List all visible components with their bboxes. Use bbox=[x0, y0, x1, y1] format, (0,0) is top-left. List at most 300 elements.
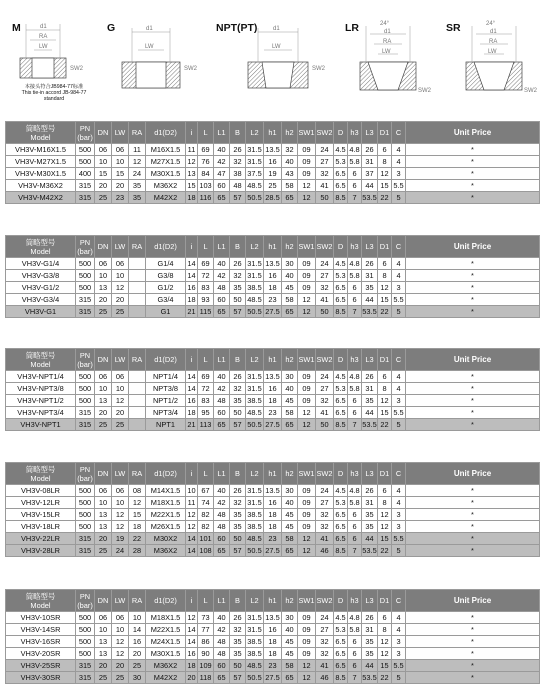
table-cell: 18 bbox=[264, 282, 282, 294]
model-cell: VH3V-14SR bbox=[6, 624, 76, 636]
table-cell: 35 bbox=[230, 509, 246, 521]
table-cell: 26 bbox=[230, 371, 246, 383]
table-cell: * bbox=[406, 672, 540, 684]
table-cell: 20 bbox=[112, 660, 129, 672]
table-cell: 40 bbox=[282, 270, 298, 282]
table-cell: 40 bbox=[282, 497, 298, 509]
table-cell: 31 bbox=[362, 156, 378, 168]
table-cell: M30X1.5 bbox=[146, 648, 186, 660]
table-row bbox=[6, 672, 540, 684]
table-cell: 6.5 bbox=[335, 661, 346, 670]
table-cell: 27 bbox=[316, 270, 334, 282]
column-header: h2 bbox=[282, 463, 298, 485]
table-cell: 50 bbox=[230, 294, 246, 306]
table-cell: 5.3 bbox=[335, 271, 346, 280]
table-cell: 38.5 bbox=[247, 522, 262, 531]
model-cell: VH3V-10SR bbox=[6, 612, 76, 624]
table-cell: * bbox=[406, 648, 540, 660]
column-header: SW1 bbox=[298, 349, 316, 371]
column-header: RA bbox=[129, 122, 146, 144]
table-cell: 69 bbox=[198, 144, 214, 156]
table-cell: 315 bbox=[76, 672, 95, 684]
table-cell: 500 bbox=[76, 636, 95, 648]
table-cell: 57 bbox=[230, 419, 246, 431]
column-header: h1 bbox=[264, 349, 282, 371]
table-cell: 500 bbox=[76, 509, 95, 521]
model-cell: VH3V-22LR bbox=[6, 533, 76, 545]
table-cell: 42 bbox=[214, 624, 230, 636]
table-cell: 10 bbox=[112, 497, 129, 509]
diagram-label-g: G bbox=[107, 22, 116, 34]
table-cell: 22 bbox=[378, 306, 392, 318]
column-header: i bbox=[186, 236, 198, 258]
table-cell: 4.8 bbox=[349, 613, 360, 622]
table-cell: 315 bbox=[76, 294, 95, 306]
standard-note-en-1: This tie-in accord JB-984-77 bbox=[21, 90, 87, 97]
table-cell: 65 bbox=[282, 672, 298, 684]
table-cell: 38.5 bbox=[247, 637, 262, 646]
table-cell: 15 bbox=[95, 168, 112, 180]
table-cell: 500 bbox=[76, 282, 95, 294]
table-cell: 31.5 bbox=[247, 625, 262, 634]
table-cell: * bbox=[406, 624, 540, 636]
table-cell: 09 bbox=[298, 497, 316, 509]
table-cell: 28 bbox=[129, 545, 146, 557]
column-header: L bbox=[198, 349, 214, 371]
model-cell: VH3V-25SR bbox=[6, 660, 76, 672]
table-cell: 23 bbox=[264, 660, 282, 672]
table-cell: 09 bbox=[298, 258, 316, 270]
column-header: L2 bbox=[246, 236, 264, 258]
table-cell: 32 bbox=[230, 624, 246, 636]
table-cell: 4.5 bbox=[335, 145, 346, 154]
table-cell: 4 bbox=[392, 497, 406, 509]
table-cell: 90 bbox=[198, 648, 214, 660]
drawing-sr bbox=[466, 21, 538, 94]
column-header: SW2 bbox=[316, 122, 334, 144]
table-cell: 11 bbox=[186, 144, 198, 156]
table-cell: 11 bbox=[129, 144, 146, 156]
dim-lr-d1: d1 bbox=[384, 29, 391, 35]
table-cell: 09 bbox=[298, 509, 316, 521]
table-cell: 400 bbox=[76, 168, 95, 180]
table-cell bbox=[129, 383, 146, 395]
table-cell: 10 bbox=[95, 383, 112, 395]
table-cell: 14 bbox=[187, 637, 196, 646]
table-cell: 65 bbox=[282, 192, 298, 204]
table-cell: 6.5 bbox=[335, 181, 346, 190]
column-header: L1 bbox=[214, 236, 230, 258]
table-cell: 32 bbox=[282, 144, 298, 156]
table-cell: M26X1.5 bbox=[146, 521, 186, 533]
column-header: LW bbox=[112, 236, 129, 258]
table-cell: 20 bbox=[95, 294, 112, 306]
table-cell: G1/2 bbox=[146, 282, 186, 294]
table-row bbox=[6, 545, 540, 557]
dim-m-ra: RA bbox=[39, 34, 48, 40]
table-cell: 8 bbox=[378, 624, 392, 636]
column-header: LW bbox=[112, 590, 129, 612]
table-cell: 5.8 bbox=[349, 157, 360, 166]
column-header: h3 bbox=[348, 349, 362, 371]
table-cell: 315 bbox=[76, 533, 95, 545]
table-cell: 58 bbox=[282, 660, 298, 672]
diagram-label-lr: LR bbox=[345, 22, 359, 34]
table-cell: 06 bbox=[112, 258, 129, 270]
table-cell: 45 bbox=[282, 521, 298, 533]
table-cell: 24 bbox=[112, 545, 129, 557]
table-cell: 8 bbox=[378, 497, 392, 509]
dim-g-sw2: SW2 bbox=[184, 66, 198, 72]
table-cell: 35 bbox=[230, 395, 246, 407]
column-header: B bbox=[230, 590, 246, 612]
column-header: D1 bbox=[378, 590, 392, 612]
table-cell: 95 bbox=[198, 407, 214, 419]
table-cell: 13.5 bbox=[265, 145, 280, 154]
column-header: 筒略型号 Model bbox=[6, 236, 76, 258]
table-cell: 15 bbox=[378, 180, 392, 192]
table-cell: 65 bbox=[214, 672, 230, 684]
table-cell: 8 bbox=[378, 270, 392, 282]
table-row bbox=[6, 168, 540, 180]
table-cell: 74 bbox=[198, 497, 214, 509]
table-cell: 06 bbox=[95, 485, 112, 497]
column-header: d1(D2) bbox=[146, 590, 186, 612]
table-cell: 7 bbox=[348, 192, 362, 204]
column-header: L2 bbox=[246, 590, 264, 612]
table-cell: 46 bbox=[316, 545, 334, 557]
table-cell: 18 bbox=[129, 521, 146, 533]
table-cell: M30X2 bbox=[146, 533, 186, 545]
table-cell: 44 bbox=[362, 180, 378, 192]
table-cell: 50 bbox=[230, 407, 246, 419]
dim-sr-d1: d1 bbox=[490, 29, 497, 35]
dim-sr-sw2: SW2 bbox=[524, 88, 538, 94]
table-header-row bbox=[6, 590, 540, 612]
table-cell: 58 bbox=[282, 533, 298, 545]
table-cell: 10 bbox=[95, 270, 112, 282]
dim-g-d1: d1 bbox=[146, 26, 153, 32]
table-cell: 35 bbox=[129, 192, 146, 204]
column-header: d1(D2) bbox=[146, 236, 186, 258]
table-cell: 8 bbox=[378, 156, 392, 168]
table-cell: * bbox=[406, 258, 540, 270]
table-cell: 48 bbox=[214, 636, 230, 648]
table-cell: 113 bbox=[198, 419, 214, 431]
column-header: RA bbox=[129, 590, 146, 612]
table-cell: 14 bbox=[187, 546, 196, 555]
table-cell: 13.5 bbox=[265, 486, 280, 495]
column-header: DN bbox=[95, 349, 112, 371]
table-cell: 09 bbox=[298, 371, 316, 383]
table-cell: 8.5 bbox=[335, 673, 346, 682]
table-cell: 8.5 bbox=[335, 193, 346, 202]
table-cell: 31.5 bbox=[247, 498, 262, 507]
table-cell: 65 bbox=[214, 545, 230, 557]
table-cell: 10 bbox=[95, 156, 112, 168]
column-header: D bbox=[334, 463, 348, 485]
table-cell: 25 bbox=[112, 306, 129, 318]
table-cell: M14X1.5 bbox=[146, 485, 186, 497]
table-cell: 20 bbox=[112, 294, 129, 306]
column-header: d1(D2) bbox=[146, 122, 186, 144]
table-cell: 45 bbox=[282, 636, 298, 648]
table-cell: 22 bbox=[378, 419, 392, 431]
table-cell: 12 bbox=[129, 497, 146, 509]
table-cell: 38.5 bbox=[247, 649, 262, 658]
table-cell: G3/8 bbox=[146, 270, 186, 282]
table-cell: 4 bbox=[392, 485, 406, 497]
table-cell: 82 bbox=[198, 509, 214, 521]
table-cell: 18 bbox=[264, 395, 282, 407]
table-cell: 5.5 bbox=[393, 408, 404, 417]
table-cell bbox=[129, 270, 146, 282]
table-cell: 103 bbox=[199, 181, 212, 190]
model-cell: VH3V-30SR bbox=[6, 672, 76, 684]
table-cell: * bbox=[406, 660, 540, 672]
table-cell: 35 bbox=[362, 648, 378, 660]
table-cell: 3 bbox=[392, 509, 406, 521]
table-cell: 31.5 bbox=[247, 271, 262, 280]
table-cell: 72 bbox=[198, 270, 214, 282]
table-cell: 5.8 bbox=[349, 498, 360, 507]
table-cell: M36X2 bbox=[146, 180, 186, 192]
table-cell: 6 bbox=[378, 612, 392, 624]
table-cell: 40 bbox=[282, 383, 298, 395]
column-header: LW bbox=[112, 463, 129, 485]
table-cell: 58 bbox=[282, 294, 298, 306]
table-cell: 32 bbox=[316, 282, 334, 294]
table-cell: 26 bbox=[230, 485, 246, 497]
table-cell: 500 bbox=[76, 371, 95, 383]
table-cell: 20 bbox=[112, 180, 129, 192]
table-cell: 31.5 bbox=[247, 384, 262, 393]
table-cell: 6 bbox=[378, 485, 392, 497]
table-row bbox=[6, 648, 540, 660]
table-cell: 4.5 bbox=[335, 486, 346, 495]
column-header: C bbox=[392, 590, 406, 612]
table-cell: 14 bbox=[187, 625, 196, 634]
model-cell: VH3V-NPT3/4 bbox=[6, 407, 76, 419]
dim-sr-ra: RA bbox=[489, 39, 498, 45]
table-cell: 50 bbox=[230, 533, 246, 545]
table-cell: 6 bbox=[348, 648, 362, 660]
table-cell: 14 bbox=[187, 259, 196, 268]
column-header: L bbox=[198, 590, 214, 612]
column-header: 筒略型号 Model bbox=[6, 349, 76, 371]
table-cell: 4 bbox=[392, 156, 406, 168]
table-cell: 13 bbox=[95, 521, 112, 533]
table-cell: 38 bbox=[230, 168, 246, 180]
table-cell: 06 bbox=[95, 144, 112, 156]
table-cell: 65 bbox=[282, 306, 298, 318]
column-header: d1(D2) bbox=[146, 463, 186, 485]
table-cell: 77 bbox=[198, 624, 214, 636]
column-header: L2 bbox=[246, 463, 264, 485]
table-cell: 4.8 bbox=[349, 486, 360, 495]
table-cell: 500 bbox=[76, 270, 95, 282]
table-cell: 38.5 bbox=[247, 510, 262, 519]
table-cell: 10 bbox=[112, 624, 129, 636]
spec-table-m bbox=[5, 121, 540, 204]
table-cell: 20 bbox=[129, 648, 146, 660]
table-cell: 09 bbox=[298, 612, 316, 624]
table-cell: 16 bbox=[264, 624, 282, 636]
table-cell: 315 bbox=[76, 419, 95, 431]
table-cell: 5 bbox=[392, 545, 406, 557]
table-cell: 6.5 bbox=[335, 510, 346, 519]
table-cell: 20 bbox=[95, 407, 112, 419]
table-cell: 25 bbox=[112, 419, 129, 431]
table-cell: 45 bbox=[282, 509, 298, 521]
table-cell: 3 bbox=[392, 282, 406, 294]
table-cell: 15 bbox=[378, 407, 392, 419]
table-cell: 500 bbox=[76, 648, 95, 660]
table-cell: 25 bbox=[95, 306, 112, 318]
table-cell: 101 bbox=[199, 534, 212, 543]
table-cell: 44 bbox=[362, 660, 378, 672]
table-cell: 32 bbox=[230, 156, 246, 168]
table-row bbox=[6, 509, 540, 521]
table-row bbox=[6, 660, 540, 672]
column-header: C bbox=[392, 463, 406, 485]
table-cell: 35 bbox=[230, 282, 246, 294]
table-cell: 06 bbox=[112, 612, 129, 624]
table-cell: 26 bbox=[362, 371, 378, 383]
table-cell: 500 bbox=[76, 156, 95, 168]
table-cell: M36X2 bbox=[146, 545, 186, 557]
table-row bbox=[6, 395, 540, 407]
table-cell: 58 bbox=[282, 407, 298, 419]
table-cell: 10 bbox=[95, 624, 112, 636]
table-cell: 20 bbox=[187, 673, 196, 682]
table-cell: 35 bbox=[230, 521, 246, 533]
table-cell: 32 bbox=[316, 168, 334, 180]
model-cell: VH3V-M42X2 bbox=[6, 192, 76, 204]
table-header-row bbox=[6, 122, 540, 144]
column-header: L3 bbox=[362, 236, 378, 258]
table-cell: 22 bbox=[378, 672, 392, 684]
table-cell: NPT3/8 bbox=[146, 383, 186, 395]
table-cell: 65 bbox=[214, 192, 230, 204]
table-cell: 6.5 bbox=[335, 522, 346, 531]
table-cell: 23 bbox=[264, 407, 282, 419]
table-cell: 315 bbox=[76, 192, 95, 204]
table-cell: 06 bbox=[112, 371, 129, 383]
table-cell: M36X2 bbox=[146, 660, 186, 672]
table-cell: 6 bbox=[348, 509, 362, 521]
table-row bbox=[6, 383, 540, 395]
table-cell: 15 bbox=[187, 181, 196, 190]
table-cell: 4.8 bbox=[349, 372, 360, 381]
table-cell: 42 bbox=[214, 270, 230, 282]
table-cell: 44 bbox=[362, 294, 378, 306]
table-cell: 6.5 bbox=[335, 169, 346, 178]
table-cell: 4 bbox=[392, 383, 406, 395]
column-header: DN bbox=[95, 236, 112, 258]
table-cell: 4.5 bbox=[335, 259, 346, 268]
table-cell: 23 bbox=[264, 294, 282, 306]
table-cell: 09 bbox=[298, 383, 316, 395]
table-cell: 5 bbox=[392, 419, 406, 431]
table-cell: 19 bbox=[264, 168, 282, 180]
table-cell: 13.5 bbox=[265, 259, 280, 268]
table-cell: 13 bbox=[95, 282, 112, 294]
table-cell: 40 bbox=[214, 258, 230, 270]
table-cell: 53.5 bbox=[362, 420, 377, 429]
table-cell: 06 bbox=[112, 485, 129, 497]
table-cell: 20 bbox=[95, 180, 112, 192]
table-cell: 10 bbox=[112, 270, 129, 282]
table-cell: 35 bbox=[230, 648, 246, 660]
table-cell: 12 bbox=[187, 522, 196, 531]
table-cell: 12 bbox=[298, 306, 316, 318]
table-cell: * bbox=[406, 270, 540, 282]
table-cell bbox=[129, 306, 146, 318]
table-cell: 6 bbox=[348, 294, 362, 306]
table-cell: 43 bbox=[282, 168, 298, 180]
table-cell: 40 bbox=[282, 156, 298, 168]
table-cell: * bbox=[406, 612, 540, 624]
table-cell bbox=[129, 294, 146, 306]
model-cell: VH3V-G1 bbox=[6, 306, 76, 318]
table-cell: * bbox=[406, 545, 540, 557]
table-cell: 5.5 bbox=[393, 661, 404, 670]
table-cell: 13 bbox=[187, 169, 196, 178]
table-cell: 41 bbox=[316, 407, 334, 419]
table-row bbox=[6, 636, 540, 648]
column-header: SW2 bbox=[316, 463, 334, 485]
column-header: DN bbox=[95, 463, 112, 485]
table-cell: 25 bbox=[95, 672, 112, 684]
table-cell: M42X2 bbox=[146, 192, 186, 204]
table-cell: 40 bbox=[214, 144, 230, 156]
table-cell: M42X2 bbox=[146, 672, 186, 684]
table-cell: 35 bbox=[362, 636, 378, 648]
table-cell: 26 bbox=[230, 144, 246, 156]
column-header: Unit Price bbox=[406, 236, 540, 258]
table-cell: * bbox=[406, 509, 540, 521]
column-header: D1 bbox=[378, 236, 392, 258]
table-cell: 13 bbox=[95, 509, 112, 521]
table-cell: 6.5 bbox=[335, 637, 346, 646]
table-cell: 12 bbox=[378, 521, 392, 533]
column-header: D bbox=[334, 349, 348, 371]
table-cell: 53.5 bbox=[362, 193, 377, 202]
drawing-m bbox=[20, 24, 84, 78]
table-cell bbox=[129, 371, 146, 383]
table-cell: 12 bbox=[298, 294, 316, 306]
column-header: C bbox=[392, 236, 406, 258]
table-cell: 42 bbox=[214, 383, 230, 395]
table-cell: 53.5 bbox=[362, 673, 377, 682]
table-cell: 12 bbox=[112, 648, 129, 660]
column-header: h2 bbox=[282, 349, 298, 371]
table-row bbox=[6, 533, 540, 545]
table-cell: 500 bbox=[76, 258, 95, 270]
table-cell: M24X1.5 bbox=[146, 636, 186, 648]
column-header: DN bbox=[95, 122, 112, 144]
dim-lr-lw: LW bbox=[382, 49, 391, 55]
dim-npt-d1: d1 bbox=[273, 26, 280, 32]
table-cell: * bbox=[406, 306, 540, 318]
column-header: h2 bbox=[282, 122, 298, 144]
column-header: i bbox=[186, 349, 198, 371]
table-cell: 12 bbox=[112, 509, 129, 521]
table-cell: 6.5 bbox=[335, 534, 346, 543]
table-cell: * bbox=[406, 144, 540, 156]
column-header: 筒略型号 Model bbox=[6, 590, 76, 612]
